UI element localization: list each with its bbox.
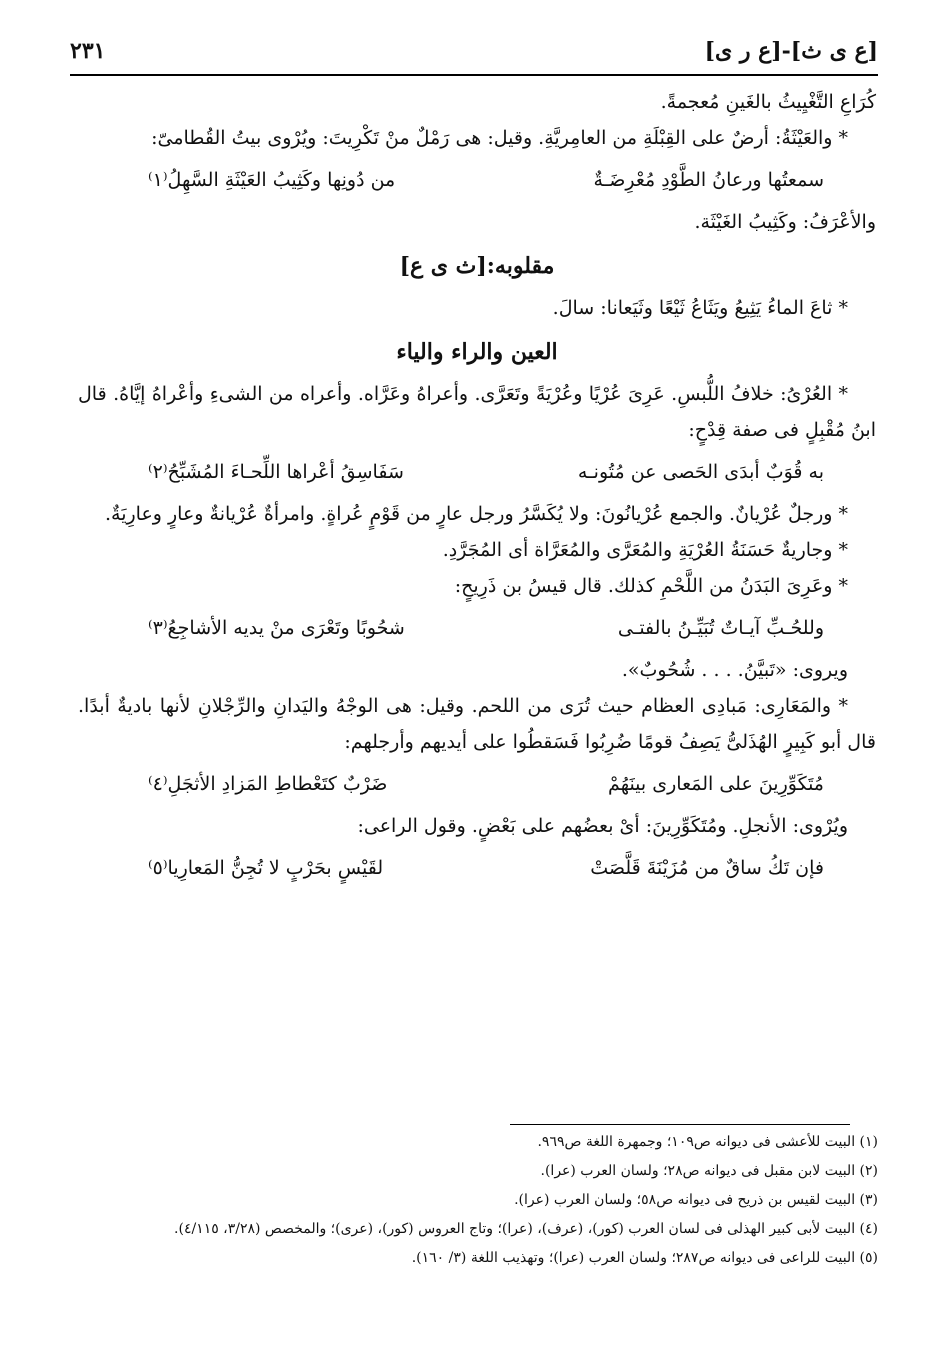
verse-hemistich-second: سَفَاسِقُ أعْراها اللِّحـاءَ المُشَبِّحُ⁽٢⁾ — [148, 461, 404, 483]
main-text — [78, 84, 876, 892]
verse-hemistich-first: وللحُـبِّ آيـاتٌ تُبَيِّـنُ بالفتـى — [617, 617, 824, 639]
running-header — [70, 28, 878, 68]
verse-hemistich-second: شحُوبًا وتَعْرَى منْ يديه الأشاجِعُ⁽٣⁾ — [148, 617, 405, 639]
poetry-verse — [78, 162, 876, 198]
verse-hemistich-first: مُتَكَوِّرِينَ على المَعارى بينَهُمْ — [608, 773, 824, 795]
paragraph: * ورجلٌ عُرْيانٌ. والجمع عُرْيانُونَ: ولا يُكَسَّرُ ورجل عارٍ من قَوْمٍ عُراةٍ. وامرأةٌ عُرْيانةٌ وعارٍ وعارِيَةٌ. — [104, 503, 848, 525]
paragraph: ويُرْوى: الأنجلِ. ومُتَكَوِّرِينَ: أىْ بعضُهم على بَعْضٍ. وقول الراعى: — [357, 815, 848, 837]
paragraph: والأعْرَفُ: وكَثِيبُ الغَيْثَة. — [694, 211, 876, 233]
poetry-verse — [78, 454, 876, 490]
footnote: (١) البيت للأعشى فى ديوانه ص١٠٩؛ وجمهرة اللغة ص٩٦٩. — [537, 1134, 878, 1150]
paragraph: * والعَيْثَةُ: أرضٌ على القِبْلَةِ من العامِريَّةِ. وقيل: هى رَمْلٌ منْ تَكْرِيتَ: ويُرْوى بيتُ القُطامىّ: — [151, 127, 848, 149]
verse-hemistich-second: ضَرْبٌ كتَعْطاطِ المَزادِ الأثجَلِ⁽٤⁾ — [148, 773, 388, 795]
paragraph: * والمَعَارِى: مَبادِى العظام حيث تُرَى من اللحم. وقيل: هى الوجْهُ واليَدانِ والرِّجْلانِ لأنها باديةٌ أبدًا. قال أبو كَبِيرٍ الهُذَلىُّ يَصِفُ قومًا ضُرِبُوا فَسَقطُوا على أيديهم وأرجلهم: — [78, 695, 876, 753]
poetry-verse — [78, 766, 876, 802]
verse-hemistich-second: من دُونِها وكَثِيبُ العَيْثَةِ السَّهِلُ⁽١⁾ — [148, 169, 396, 191]
page-number: ٢٣١ — [70, 38, 106, 64]
footnote: (٣) البيت لقيس بن ذريح فى ديوانه ص٥٨؛ ولسان العرب (عرا). — [514, 1192, 878, 1208]
footnote: (٤) البيت لأبى كبير الهذلى فى لسان العرب (كور)، (عرف)، (عرا)؛ وتاج العروس (كور)، (عرى)؛ والمخصص (٣/٢٨، ٤/١١٥). — [174, 1221, 878, 1237]
paragraph: كُرَاعِ التَّغْيِيثُ بالغَينِ مُعجمةً. — [660, 91, 876, 113]
header-root-title: [ع ى ث]-[ع ر ى] — [704, 38, 878, 64]
paragraph: * ثاعَ الماءُ يَثِيعُ ويَثَاعُ ثَيْعًا وثَيَعانا: سالَ. — [552, 297, 848, 319]
verse-hemistich-second: لقَيْسٍ بحَرْبٍ لا تُجِنُّ المَعارِيا⁽٥⁾ — [148, 857, 384, 879]
poetry-verse — [78, 850, 876, 886]
verse-hemistich-first: فإن تَكُ ساقٌ من مُزَيْنَةَ قَلَّصَتْ — [590, 857, 824, 879]
header-rule — [70, 74, 878, 76]
paragraph: * وعَرِىَ البَدَنُ من اللَّحْمِ كذلك. قال قيسُ بن ذَرِيحٍ: — [454, 575, 848, 597]
poetry-verse — [78, 610, 876, 646]
footnotes — [78, 1130, 878, 1275]
footnote: (٥) البيت للراعى فى ديوانه ص٢٨٧؛ ولسان العرب (عرا)؛ وتهذيب اللغة (٣/ ١٦٠). — [411, 1250, 878, 1266]
footnote-rule — [510, 1124, 850, 1125]
verse-hemistich-first: سمعتُها ورعانُ الطَّوْدِ مُعْرِضَـةٌ — [593, 169, 824, 191]
section-heading: العين والراء والياء — [396, 339, 558, 365]
paragraph: * وجاريةٌ حَسَنَةُ العُرْيَةِ والمُعَرَّى والمُعَرَّاة أى المُجَرَّدِ. — [442, 539, 848, 561]
section-heading: مقلوبه:[ث ى ع] — [399, 253, 555, 279]
verse-hemistich-first: به قُوَبٌ أبدَى الحَصى عن مُتُونـه — [577, 461, 824, 483]
paragraph: ويروى: «تَبيَّنُ. . . . شُحُوبٌ». — [621, 659, 848, 681]
footnote: (٢) البيت لابن مقبل فى ديوانه ص٢٨؛ ولسان العرب (عرا). — [540, 1163, 878, 1179]
paragraph: * العُرْىُ: خلافُ اللُّبسِ. عَرِىَ عُرْيًا وعُرْيَةً وتَعَرَّى. وأعراهُ وعَرَّاه. وأعراه من الشىءِ وأعْراهُ إيَّاهُ. قال ابنُ مُقْبِلٍ فى صفة قِدْحٍ: — [78, 383, 876, 441]
